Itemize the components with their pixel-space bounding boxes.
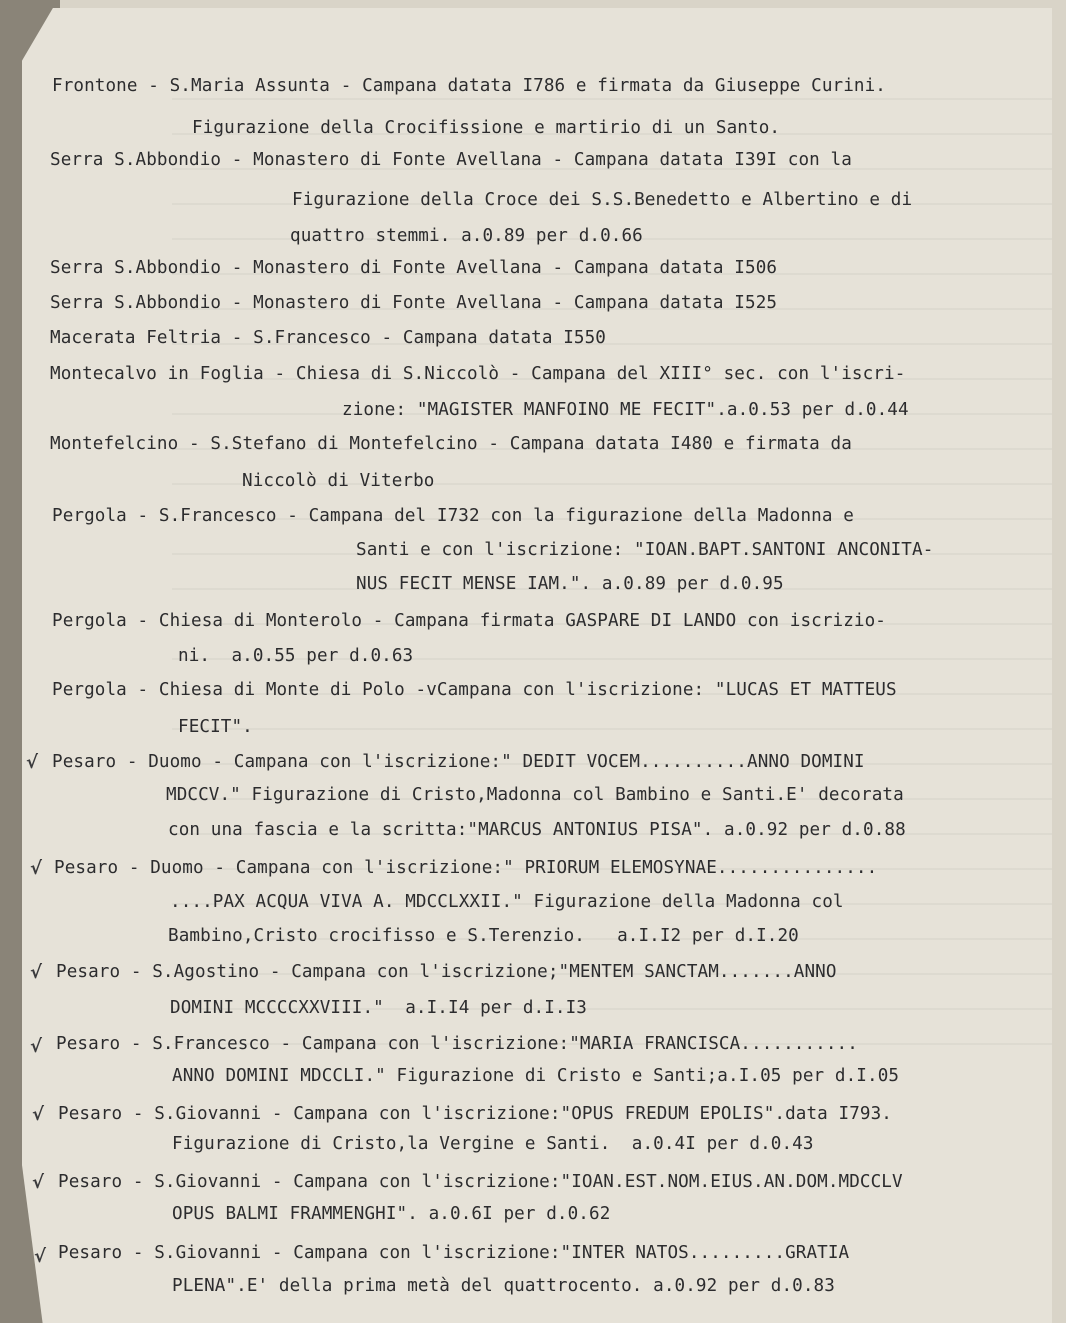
entry-line: Santi e con l'iscrizione: "IOAN.BAPT.SANTONI ANCONITA- [356,540,934,560]
entry-line: Figurazione della Crocifissione e martirio di un Santo. [192,118,781,138]
check-mark: √ [26,752,39,773]
entry-line: Serra S.Abbondio - Monastero di Fonte Avellana - Campana datata I39I con la [50,150,852,170]
entry-line: FECIT". [178,717,253,737]
entry-line: Pesaro - S.Francesco - Campana con l'iscrizione:"MARIA FRANCISCA........... [56,1034,858,1054]
entry-line: ANNO DOMINI MDCCLI." Figurazione di Cristo e Santi;a.I.05 per d.I.05 [172,1066,900,1086]
entry-line: Pergola - Chiesa di Monte di Polo -vCampana con l'iscrizione: "LUCAS ET MATTEUS [52,680,897,700]
entry-line: Montecalvo in Foglia - Chiesa di S.Niccolò - Campana del XIII° sec. con l'iscri- [50,364,906,384]
entry-line: ni. a.0.55 per d.0.63 [178,646,414,666]
check-mark: √ [30,858,43,879]
entry-line: Figurazione di Cristo,la Vergine e Santi. a.0.4I per d.0.43 [172,1134,814,1154]
check-mark: √ [30,962,43,983]
entry-line: Pergola - S.Francesco - Campana del I732 con la figurazione della Madonna e [52,506,854,526]
entry-line: Pesaro - S.Giovanni - Campana con l'iscrizione:"IOAN.EST.NOM.EIUS.AN.DOM.MDCCLV [58,1172,903,1192]
entry-line: Bambino,Cristo crocifisso e S.Terenzio. a.I.I2 per d.I.20 [168,926,799,946]
check-mark: √ [34,1246,47,1267]
entry-line: ....PAX ACQUA VIVA A. MDCCLXXII." Figurazione della Madonna col [170,892,844,912]
entry-line: Pergola - Chiesa di Monterolo - Campana firmata GASPARE DI LANDO con iscrizio- [52,611,887,631]
entry-line: Figurazione della Croce dei S.S.Benedetto e Albertino e di [292,190,913,210]
entry-line: Serra S.Abbondio - Monastero di Fonte Avellana - Campana datata I506 [50,258,778,278]
entry-line: Pesaro - Duomo - Campana con l'iscrizione:" PRIORUM ELEMOSYNAE............... [54,858,878,878]
check-mark: √ [32,1104,45,1125]
entry-line: Macerata Feltria - S.Francesco - Campana datata I550 [50,328,607,348]
entry-line: zione: "MAGISTER MANFOINO ME FECIT".a.0.53 per d.0.44 [342,400,909,420]
entry-line: Montefelcino - S.Stefano di Montefelcino - Campana datata I480 e firmata da [50,434,852,454]
entry-line: quattro stemmi. a.0.89 per d.0.66 [290,226,643,246]
check-mark: √ [30,1036,43,1057]
entry-line: Pesaro - S.Agostino - Campana con l'iscrizione;"MENTEM SANCTAM.......ANNO [56,962,837,982]
check-mark: √ [32,1172,45,1193]
entry-line: Pesaro - S.Giovanni - Campana con l'iscrizione:"INTER NATOS.........GRATIA [58,1243,850,1263]
entry-line: MDCCV." Figurazione di Cristo,Madonna col Bambino e Santi.E' decorata [166,785,904,805]
entry-line: Pesaro - Duomo - Campana con l'iscrizione:" DEDIT VOCEM..........ANNO DOMINI [52,752,865,772]
entry-line: DOMINI MCCCCXXVIII." a.I.I4 per d.I.I3 [170,998,588,1018]
entry-line: PLENA".E' della prima metà del quattrocento. a.0.92 per d.0.83 [172,1276,835,1296]
entry-line: NUS FECIT MENSE IAM.". a.0.89 per d.0.95 [356,574,784,594]
entry-line: Serra S.Abbondio - Monastero di Fonte Avellana - Campana datata I525 [50,293,778,313]
entry-line: OPUS BALMI FRAMMENGHI". a.0.6I per d.0.62 [172,1204,611,1224]
entry-line: Niccolò di Viterbo [242,471,435,491]
entry-line: con una fascia e la scritta:"MARCUS ANTONIUS PISA". a.0.92 per d.0.88 [168,820,906,840]
entry-line: Pesaro - S.Giovanni - Campana con l'iscrizione:"OPUS FREDUM EPOLIS".data I793. [58,1104,893,1124]
entry-line: Frontone - S.Maria Assunta - Campana datata I786 e firmata da Giuseppe Curini. [52,76,887,96]
